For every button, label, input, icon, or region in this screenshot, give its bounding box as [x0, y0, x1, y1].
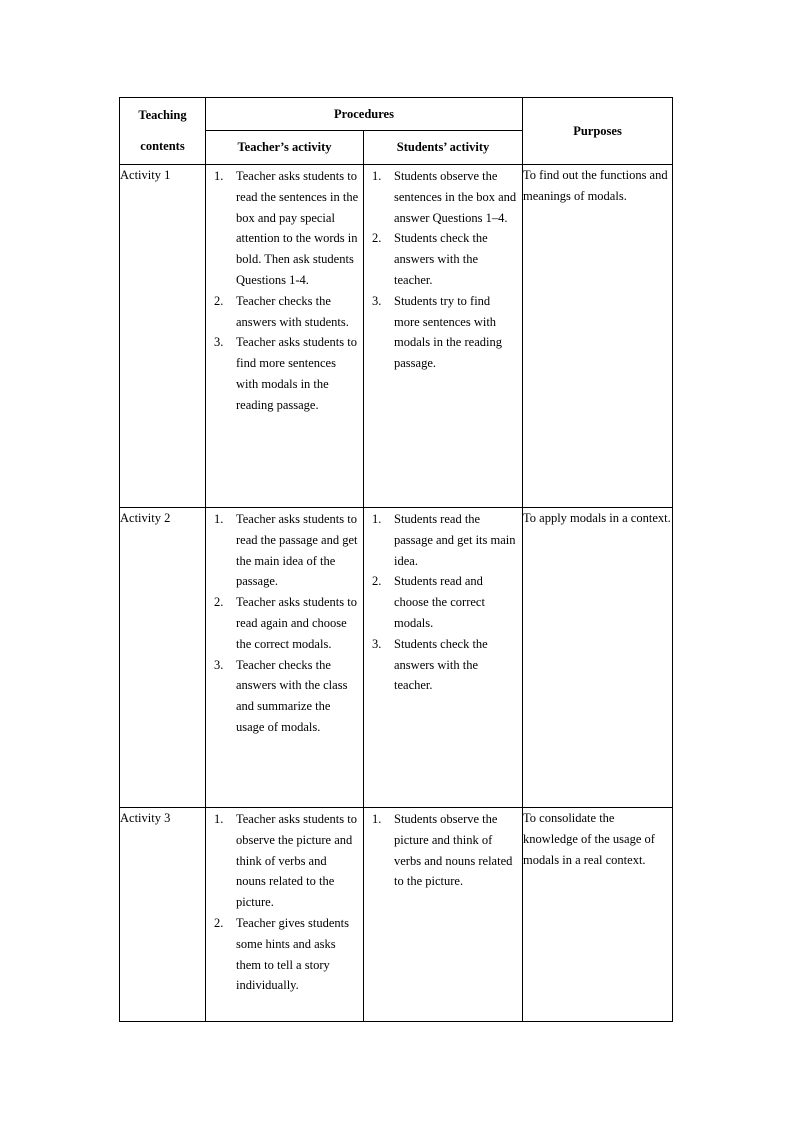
activity-label: Activity 2 — [120, 508, 206, 808]
header-purposes: Purposes — [523, 98, 673, 165]
list-item: 3. Students try to find more sentences with modals in the reading passage. — [372, 293, 502, 371]
list-item: 3. Students check the answers with the teacher. — [372, 636, 488, 693]
activity-label: Activity 3 — [120, 808, 206, 1022]
header-row — [120, 98, 673, 131]
activity-row — [120, 165, 673, 508]
students-activity-cell — [364, 508, 523, 808]
list-item: 1. Students observe the sentences in the box and answer Questions 1–4. — [372, 169, 517, 225]
list-item: 1. Teacher asks students to read the passage and get the main idea of the passage. — [214, 512, 358, 589]
list-item: 2. Teacher checks the answers with students. — [214, 293, 349, 329]
list-item: 1. Students observe the picture and think of verbs and nouns related to the picture. — [372, 812, 513, 889]
list-item: 1. Teacher asks students to observe the picture and think of verbs and nouns related to the picture. — [214, 812, 357, 910]
header-procedures: Procedures — [206, 98, 523, 131]
teacher-activity-cell — [206, 808, 364, 1022]
list-item: 1. Teacher asks students to read the sentences in the box and pay special attention to the words in bold. Then ask students Questions 1-4. — [214, 169, 359, 287]
list-item: 2. Teacher asks students to read again and choose the correct modals. — [214, 595, 357, 651]
header-teaching-contents — [120, 98, 206, 165]
list-item: 3. Teacher asks students to find more sentences with modals in the reading passage. — [214, 335, 357, 412]
list-item: 1. Students read the passage and get its main idea. — [372, 512, 516, 568]
students-activity-cell — [364, 165, 523, 508]
lesson-plan-table — [119, 97, 673, 1022]
purpose-cell: To consolidate the knowledge of the usage of modals in a real context. — [523, 808, 673, 1022]
purpose-cell: To find out the functions and meanings of modals. — [523, 165, 673, 508]
activity-label: Activity 1 — [120, 165, 206, 508]
header-teachers-activity: Teacher’s activity — [206, 131, 364, 165]
activity-row — [120, 508, 673, 808]
list-item: 2. Students check the answers with the teacher. — [372, 231, 488, 287]
list-item: 2. Teacher gives students some hints and asks them to tell a story individually. — [214, 915, 349, 993]
activity-row — [120, 808, 673, 1022]
header-teaching-contents-line1: Teaching — [138, 108, 187, 122]
teacher-activity-cell — [206, 165, 364, 508]
students-activity-cell — [364, 808, 523, 1022]
header-students-activity: Students’ activity — [364, 131, 523, 165]
teacher-activity-cell — [206, 508, 364, 808]
header-teaching-contents-line2: contents — [140, 139, 185, 153]
list-item: 3. Teacher checks the answers with the class and summarize the usage of modals. — [214, 657, 348, 734]
purpose-cell: To apply modals in a context. — [523, 508, 673, 808]
list-item: 2. Students read and choose the correct modals. — [372, 574, 485, 630]
